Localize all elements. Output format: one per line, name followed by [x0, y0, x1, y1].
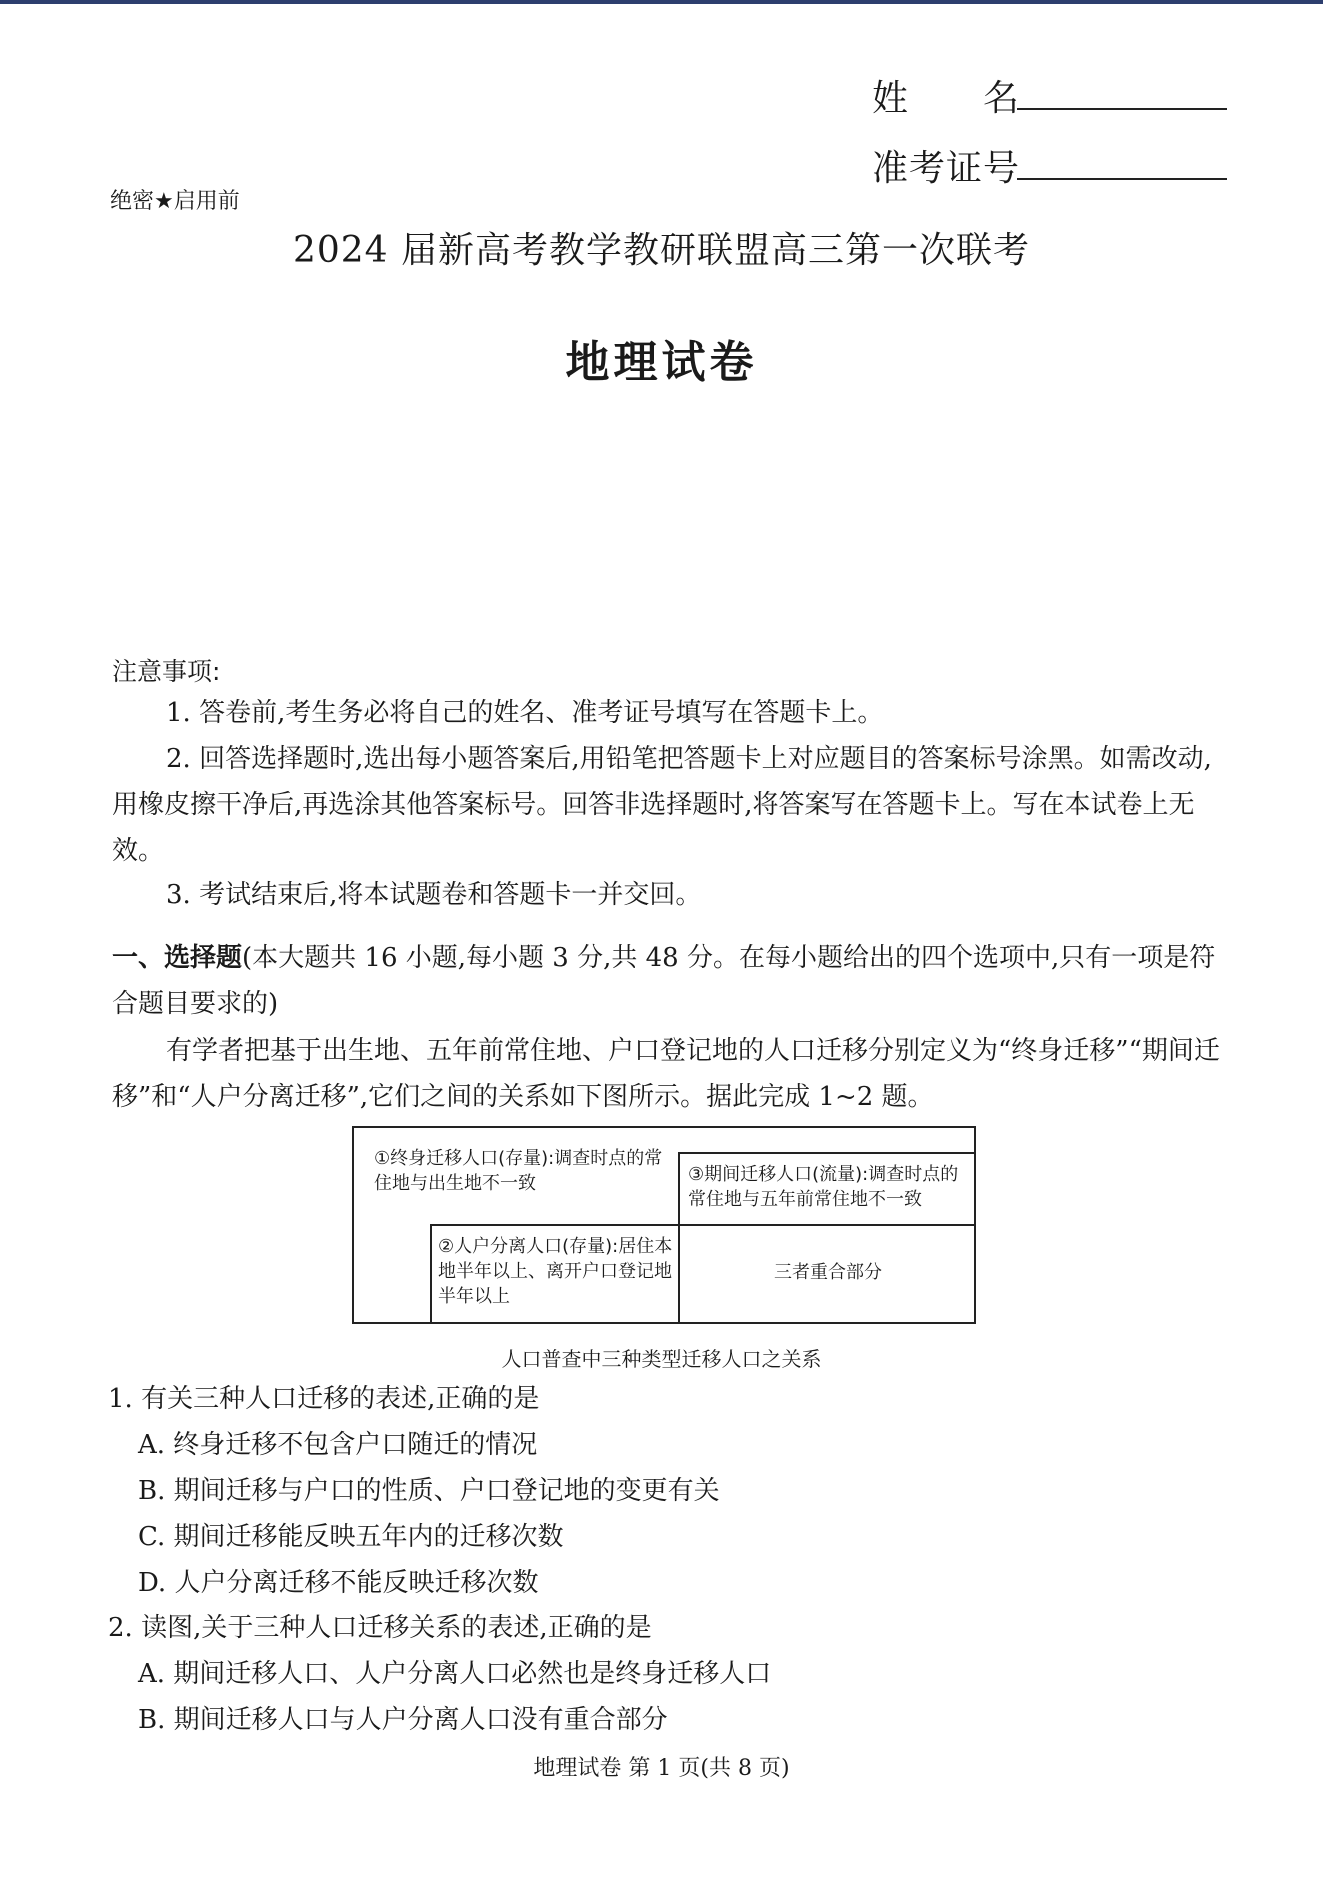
- secret-mark: 绝密★启用前: [110, 189, 240, 214]
- question-stem: 有学者把基于出生地、五年前常住地、户口登记地的人口迁移分别定义为“终身迁移”“期间迁移”和“人户分离迁移”,它们之间的关系如下图所示。据此完成 1~2 题。: [112, 1036, 1220, 1112]
- page-footer: 地理试卷 第 1 页(共 8 页): [533, 1756, 790, 1781]
- notice-item-2: 2. 回答选择题时,选出每小题答案后,用铅笔把答题卡上对应题目的答案标号涂黑。如需改动,用橡皮擦干净后,再选涂其他答案标号。回答非选择题时,将答案写在答题卡上。写在本试卷上无效。: [112, 744, 1212, 866]
- box-household-separation: ②人户分离人口(存量):居住本地半年以上、离开户口登记地半年以上: [430, 1224, 678, 1324]
- migration-diagram: [352, 1126, 976, 1324]
- question-1-option-a: A. 终身迁移不包含户口随迁的情况: [138, 1430, 538, 1460]
- diagram-caption: 人口普查中三种类型迁移人口之关系: [501, 1347, 822, 1371]
- question-1-stem: 1. 有关三种人口迁移的表述,正确的是: [108, 1384, 540, 1414]
- section-instructions: (本大题共 16 小题,每小题 3 分,共 48 分。在每小题给出的四个选项中,只有一项是符合题目要求的): [112, 943, 1216, 1019]
- question-2-option-a: A. 期间迁移人口、人户分离人口必然也是终身迁移人口: [138, 1659, 772, 1689]
- section-heading: 一、选择题: [112, 943, 243, 973]
- box-period-migration: ③期间迁移人口(流量):调查时点的常住地与五年前常住地不一致: [678, 1152, 976, 1224]
- exam-id-field: [872, 140, 1020, 191]
- question-1-option-c: C. 期间迁移能反映五年内的迁移次数: [138, 1522, 564, 1552]
- name-label: 姓 名: [872, 78, 1021, 119]
- question-1-option-b: B. 期间迁移与户口的性质、户口登记地的变更有关: [138, 1476, 720, 1506]
- question-1-option-d: D. 人户分离迁移不能反映迁移次数: [138, 1568, 539, 1598]
- subject-title: 地理试卷: [565, 337, 758, 388]
- box-overlap: 三者重合部分: [678, 1224, 976, 1324]
- notice-item-3: 3. 考试结束后,将本试题卷和答题卡一并交回。: [166, 880, 702, 910]
- name-field: [872, 70, 1020, 121]
- section-block: [112, 935, 1222, 1027]
- question-2-option-b: B. 期间迁移人口与人户分离人口没有重合部分: [138, 1705, 668, 1735]
- box-lifetime-migration: ①终身迁移人口(存量):调查时点的常住地与出生地不一致: [374, 1148, 663, 1194]
- exam-title: 2024 届新高考教学教研联盟高三第一次联考: [292, 230, 1031, 271]
- notice-item-1: 1. 答卷前,考生务必将自己的姓名、准考证号填写在答题卡上。: [166, 698, 884, 728]
- question-2-stem: 2. 读图,关于三种人口迁移关系的表述,正确的是: [108, 1613, 652, 1643]
- notice-heading: 注意事项:: [112, 657, 221, 686]
- exam-id-label: 准考证号: [872, 148, 1021, 189]
